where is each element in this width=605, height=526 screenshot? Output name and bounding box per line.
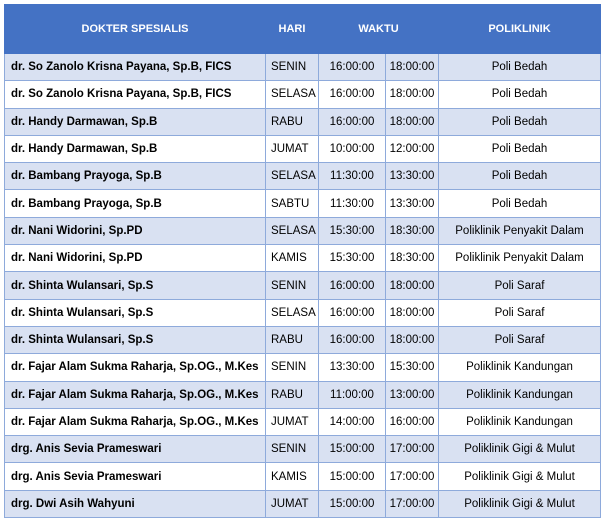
end-time-cell: 17:00:00 (386, 436, 439, 463)
start-time-cell: 16:00:00 (319, 299, 386, 326)
table-header-row (5, 5, 601, 54)
clinic-cell: Poli Saraf (439, 299, 601, 326)
end-time-cell: 13:00:00 (386, 381, 439, 408)
doctor-cell: dr. Handy Darmawan, Sp.B (5, 135, 266, 162)
doctor-cell: drg. Dwi Asih Wahyuni (5, 490, 266, 517)
start-time-cell: 14:00:00 (319, 408, 386, 435)
start-time-cell: 16:00:00 (319, 108, 386, 135)
day-cell: RABU (266, 108, 319, 135)
end-time-cell: 18:00:00 (386, 299, 439, 326)
day-cell: RABU (266, 326, 319, 353)
end-time-cell: 13:30:00 (386, 190, 439, 217)
start-time-cell: 11:30:00 (319, 163, 386, 190)
start-time-cell: 13:30:00 (319, 354, 386, 381)
end-time-cell: 18:00:00 (386, 326, 439, 353)
start-time-cell: 16:00:00 (319, 326, 386, 353)
doctor-cell: dr. So Zanolo Krisna Payana, Sp.B, FICS (5, 81, 266, 108)
doctor-cell: dr. Shinta Wulansari, Sp.S (5, 326, 266, 353)
doctor-cell: dr. Shinta Wulansari, Sp.S (5, 272, 266, 299)
doctor-cell: dr. Nani Widorini, Sp.PD (5, 217, 266, 244)
table-row (5, 190, 601, 217)
day-cell: SENIN (266, 354, 319, 381)
clinic-cell: Poli Bedah (439, 54, 601, 81)
table-row (5, 463, 601, 490)
end-time-cell: 18:30:00 (386, 245, 439, 272)
day-cell: JUMAT (266, 408, 319, 435)
clinic-cell: Poliklinik Gigi & Mulut (439, 436, 601, 463)
table-row (5, 135, 601, 162)
table-row (5, 436, 601, 463)
day-cell: RABU (266, 381, 319, 408)
end-time-cell: 18:30:00 (386, 217, 439, 244)
clinic-cell: Poli Saraf (439, 326, 601, 353)
doctor-cell: drg. Anis Sevia Prameswari (5, 436, 266, 463)
day-cell: KAMIS (266, 463, 319, 490)
table-row (5, 490, 601, 517)
day-cell: SELASA (266, 299, 319, 326)
start-time-cell: 16:00:00 (319, 54, 386, 81)
end-time-cell: 18:00:00 (386, 108, 439, 135)
clinic-cell: Poliklinik Penyakit Dalam (439, 217, 601, 244)
start-time-cell: 15:30:00 (319, 245, 386, 272)
clinic-cell: Poli Bedah (439, 81, 601, 108)
end-time-cell: 17:00:00 (386, 490, 439, 517)
end-time-cell: 18:00:00 (386, 272, 439, 299)
day-cell: SENIN (266, 436, 319, 463)
day-cell: SELASA (266, 81, 319, 108)
table-row (5, 381, 601, 408)
end-time-cell: 18:00:00 (386, 54, 439, 81)
day-cell: SENIN (266, 54, 319, 81)
day-cell: SELASA (266, 217, 319, 244)
schedule-table-container (4, 4, 601, 518)
end-time-cell: 16:00:00 (386, 408, 439, 435)
clinic-cell: Poli Bedah (439, 163, 601, 190)
start-time-cell: 15:00:00 (319, 463, 386, 490)
clinic-cell: Poliklinik Kandungan (439, 381, 601, 408)
start-time-cell: 16:00:00 (319, 272, 386, 299)
clinic-cell: Poliklinik Gigi & Mulut (439, 463, 601, 490)
clinic-cell: Poli Saraf (439, 272, 601, 299)
start-time-cell: 15:30:00 (319, 217, 386, 244)
day-cell: JUMAT (266, 135, 319, 162)
doctor-cell: drg. Anis Sevia Prameswari (5, 463, 266, 490)
doctor-schedule-table (4, 4, 601, 518)
table-row (5, 408, 601, 435)
doctor-cell: dr. Bambang Prayoga, Sp.B (5, 163, 266, 190)
start-time-cell: 15:00:00 (319, 490, 386, 517)
end-time-cell: 17:00:00 (386, 463, 439, 490)
doctor-cell: dr. Fajar Alam Sukma Raharja, Sp.OG., M.Kes (5, 408, 266, 435)
end-time-cell: 15:30:00 (386, 354, 439, 381)
start-time-cell: 15:00:00 (319, 436, 386, 463)
clinic-cell: Poliklinik Kandungan (439, 354, 601, 381)
table-row (5, 245, 601, 272)
day-cell: KAMIS (266, 245, 319, 272)
doctor-cell: dr. Handy Darmawan, Sp.B (5, 108, 266, 135)
day-cell: SABTU (266, 190, 319, 217)
start-time-cell: 10:00:00 (319, 135, 386, 162)
start-time-cell: 16:00:00 (319, 81, 386, 108)
doctor-cell: dr. So Zanolo Krisna Payana, Sp.B, FICS (5, 54, 266, 81)
table-row (5, 326, 601, 353)
table-row (5, 108, 601, 135)
doctor-cell: dr. Fajar Alam Sukma Raharja, Sp.OG., M.Kes (5, 354, 266, 381)
table-body (5, 54, 601, 518)
table-row (5, 163, 601, 190)
table-row (5, 54, 601, 81)
header-time: WAKTU (319, 5, 439, 54)
table-row (5, 81, 601, 108)
doctor-cell: dr. Bambang Prayoga, Sp.B (5, 190, 266, 217)
clinic-cell: Poli Bedah (439, 135, 601, 162)
table-row (5, 354, 601, 381)
end-time-cell: 13:30:00 (386, 163, 439, 190)
table-row (5, 272, 601, 299)
day-cell: SELASA (266, 163, 319, 190)
table-row (5, 299, 601, 326)
header-day: HARI (266, 5, 319, 54)
doctor-cell: dr. Fajar Alam Sukma Raharja, Sp.OG., M.Kes (5, 381, 266, 408)
header-clinic: POLIKLINIK (439, 5, 601, 54)
clinic-cell: Poliklinik Kandungan (439, 408, 601, 435)
table-row (5, 217, 601, 244)
day-cell: JUMAT (266, 490, 319, 517)
clinic-cell: Poliklinik Penyakit Dalam (439, 245, 601, 272)
clinic-cell: Poli Bedah (439, 190, 601, 217)
end-time-cell: 12:00:00 (386, 135, 439, 162)
end-time-cell: 18:00:00 (386, 81, 439, 108)
start-time-cell: 11:00:00 (319, 381, 386, 408)
day-cell: SENIN (266, 272, 319, 299)
doctor-cell: dr. Shinta Wulansari, Sp.S (5, 299, 266, 326)
start-time-cell: 11:30:00 (319, 190, 386, 217)
doctor-cell: dr. Nani Widorini, Sp.PD (5, 245, 266, 272)
header-doctor: DOKTER SPESIALIS (5, 5, 266, 54)
clinic-cell: Poli Bedah (439, 108, 601, 135)
clinic-cell: Poliklinik Gigi & Mulut (439, 490, 601, 517)
